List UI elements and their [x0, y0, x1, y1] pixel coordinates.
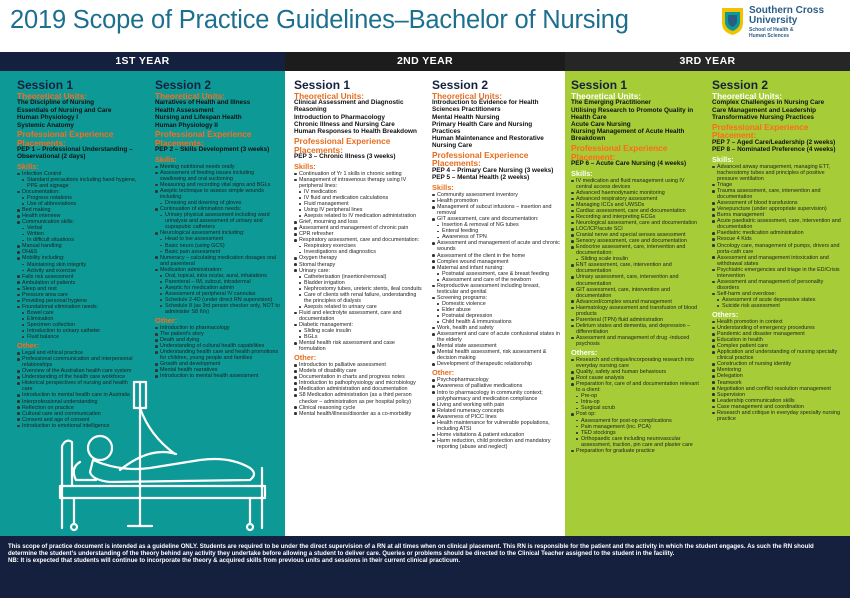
list-item: GIT assessment, care, intervention and documentation [571, 287, 702, 299]
bullet-list [432, 192, 561, 367]
list-item: Health promotion in context [712, 319, 846, 325]
unit-name: Systemic Anatomy [17, 121, 74, 129]
sub-list-item: Oral, topical, intra ocular, aural, inhalations [155, 273, 281, 279]
list-item: Mentoring [712, 367, 846, 373]
list-item: Triage [712, 182, 846, 188]
list-item: Negotiation and conflict resolution management [712, 386, 846, 392]
units-list [155, 100, 281, 129]
units-heading: Theoretical Units: [432, 91, 503, 101]
list-item: Introduction to emotional intelligence [17, 423, 139, 429]
bullet-list [155, 164, 281, 315]
sub-list-item: Elimination [17, 316, 139, 322]
list-item: Urinary care: [294, 268, 422, 274]
list-item: Self-harm and overdose: [712, 291, 846, 297]
sub-list-item: Maintaining skin integrity [17, 262, 139, 268]
sub-list-item: Awareness of TPN [432, 234, 561, 240]
sub-list-item: Schedule 8 (as 3rd person checker only, NOT to administer S8 IVs) [155, 303, 281, 315]
list-item: Neurological assessment, care and documentation [571, 220, 702, 226]
list-item: Mental state assessment [432, 343, 561, 349]
placement-name: PEP 3 – Chronic Illness (3 weeks) [294, 152, 396, 160]
bullet-list [294, 362, 422, 416]
list-item: CPR refresher [294, 231, 422, 237]
units-heading: Theoretical Units: [17, 91, 88, 101]
bullet-list [571, 178, 702, 347]
sub-list-item: Sliding scale insulin [571, 256, 702, 262]
list-item: Awareness of palliative medications [432, 383, 561, 389]
sub-list-item: Assessment and care of the newborn [432, 277, 561, 283]
unit-name: Introduction to Evidence for Health Sciences Practitioners [432, 99, 539, 114]
sub-list-item: Standard precautions including hand hygiene, PPE and signage [17, 177, 139, 189]
units-list [571, 100, 702, 143]
list-item: OH&S [17, 249, 139, 255]
list-item: Construction of nursing identity [712, 361, 846, 367]
unit-name: Narratives of Health and Illness [155, 99, 251, 107]
list-item: Communication skills: [17, 219, 139, 225]
sub-list-item: Activity and exercise [17, 268, 139, 274]
bullet-list [432, 377, 561, 450]
sub-list-item: Bowel care [17, 310, 139, 316]
list-item: IV medication and fluid management using IV central access devices [571, 178, 702, 190]
list-item: Parenteral (TPN) fluid administration [571, 317, 702, 323]
section-heading: Skills: [17, 161, 39, 171]
sub-list-item: Written [17, 231, 139, 237]
list-item: Psychiatric emergencies and triage in the ED/Crisis intervention [712, 267, 846, 279]
list-item: Advanced haemodynamic monitoring [571, 190, 702, 196]
unit-name: The Emerging Practitioner [571, 99, 651, 107]
sub-list-item: Pre-op [571, 393, 702, 399]
list-item: Ambulation of patients [17, 280, 139, 286]
list-item: Delegation [712, 373, 846, 379]
sub-list-item: Asepsis related to IV medication administration [294, 213, 422, 219]
list-item: Psychopharmacology [432, 377, 561, 383]
sub-list-item: Surgical scrub [571, 405, 702, 411]
session-heading: Session 1 [571, 78, 628, 92]
hospital-bed-patient-illustration [0, 376, 285, 536]
list-item: Assessment and management of acute and chronic wounds [432, 240, 561, 252]
section-heading: Skills: [432, 183, 454, 193]
list-item: Models of disability care [294, 368, 422, 374]
list-item: Supervision [712, 392, 846, 398]
sub-list-item: Sliding scale insulin [294, 328, 422, 334]
list-item: Intro to pharmacology in community context; polypharmacy and medication compliance [432, 390, 561, 402]
list-item: Historical perspectives of nursing and health care [17, 380, 139, 392]
list-item: Pressure area care [17, 292, 139, 298]
list-item: Research and critique/incorporating research into everyday nursing care [571, 357, 702, 369]
sub-list-item: Respiratory exercises [294, 243, 422, 249]
year3-session2-column [706, 71, 850, 536]
list-item: Understanding health care and health promotions for children, young people and families [155, 349, 281, 361]
list-item: Continuation of elimination needs: [155, 206, 281, 212]
bullet-list [712, 319, 846, 422]
sub-list-item: Postnatal depression [432, 313, 561, 319]
sub-list-item: IV fluid and medication calculations [294, 195, 422, 201]
units-list [17, 100, 139, 129]
placements-heading: Professional Experience Placements: [17, 129, 114, 148]
list-item: Management of intravenous therapy using IV peripheral lines: [294, 177, 422, 189]
list-item: Home visitations & patient education [432, 432, 561, 438]
list-item: Acute paediatric assessment, care, intervention and documentation [712, 218, 846, 230]
placements-heading: Professional Experience Placements: [155, 129, 252, 148]
placements-list [155, 147, 281, 154]
list-item: Awareness of PICC lines [432, 414, 561, 420]
list-item: Screening programs: [432, 295, 561, 301]
list-item: Grief, mourning and loss [294, 219, 422, 225]
units-list [432, 100, 561, 150]
session-heading: Session 1 [17, 78, 74, 92]
list-item: Advanced/complex wound management [571, 299, 702, 305]
list-item: Neurological assessment including: [155, 230, 281, 236]
sub-list-item: Enteral feeding [432, 228, 561, 234]
sub-list-item: Child health & immunisations [432, 319, 561, 325]
placement-name: PEP 6 – Acute Care Nursing (4 weeks) [571, 159, 687, 167]
list-item: Complex wound management [432, 259, 561, 265]
section-heading: Others: [712, 310, 739, 320]
list-item: Consent and age of consent [17, 417, 139, 423]
unit-name: Utilising Research to Promote Quality in Health Care [571, 106, 694, 121]
section-heading: Others: [571, 348, 598, 358]
unit-name: The Discipline of Nursing [17, 99, 95, 107]
list-item: Urinary assessment, care, intervention and documentation [571, 274, 702, 286]
section-heading: Other: [17, 341, 40, 351]
list-item: Harm reduction, child protection and mandatory reporting (abuse and neglect) [432, 438, 561, 450]
sub-list-item: Postnatal assessment, care & breast feeding [432, 271, 561, 277]
list-item: Oxygen therapy [294, 255, 422, 261]
list-item: Cultural care and communication [17, 411, 139, 417]
disclaimer-footer: This scope of practice document is intended as a guideline ONLY. Students are required to be under the direct supervision of a RN at all times when on clinical placement. This RN is responsible for the patient and the activity in which the student engages. As such the RN should determine the student’s understanding of the theory behind any activity they undertake before allowing a student to deliver care. Queries or problems should be directed to the Clinical Teacher assigned to the student in the facility. NB: It is expected that students will continue to incorporate the theory & acquired skills from previous units and sessions in their current clinical practicum. [0, 536, 850, 598]
list-item: Research and critique in everyday specialty nursing practice [712, 410, 846, 422]
list-item: Advanced respiratory assessment [571, 196, 702, 202]
unit-name: Health Assessment [155, 106, 214, 114]
unit-name: Human Physiology I [17, 114, 79, 122]
placements-list [571, 161, 702, 168]
list-item: Introduction to mental health care in Australia [17, 392, 139, 398]
list-item: Living and working with pain [432, 402, 561, 408]
sub-list-item: Verbal [17, 225, 139, 231]
unit-name: Human Physiology II [155, 121, 218, 129]
list-item: Stomal therapy [294, 262, 422, 268]
list-item: Venepuncture (under appropriate supervision) [712, 206, 846, 212]
list-item: Assessment and care of acute confusional states in the elderly [432, 331, 561, 343]
year2-session1-column [285, 71, 426, 536]
sub-list-item: Assessment for post-op complications [571, 418, 702, 424]
unit-name: Nursing and Lifespan Health [155, 114, 242, 122]
list-item: Endocrine assessment, care, intervention and documentation: [571, 244, 702, 256]
list-item: GIT assessment, care and documentation: [432, 216, 561, 222]
placements-list [17, 147, 139, 161]
sub-list-item: BGLs [294, 334, 422, 340]
list-item: Legal and ethical practice [17, 350, 139, 356]
list-item: Oncology care, management of pumps, drivers and porta-cath care [712, 243, 846, 255]
list-item: Delirium states and dementia, and depression – differentiation [571, 323, 702, 335]
list-item: Growth and development [155, 361, 281, 367]
sub-list-item: Dressing and downing of gloves [155, 200, 281, 206]
list-item: Paediatric medication administration [712, 230, 846, 236]
placements-list [712, 140, 846, 154]
list-item: Falls risk assessment [17, 274, 139, 280]
bullet-list [571, 357, 702, 454]
list-item: Clinical reasoning cycle [294, 405, 422, 411]
list-item: Documentation in charts and progress notes [294, 374, 422, 380]
unit-name: Essentials of Nursing and Care [17, 106, 112, 114]
list-item: Understanding of cultural health capabilities [155, 343, 281, 349]
list-item: Haematology assessment and transfusion of blood products [571, 305, 702, 317]
sub-list-item: In difficult situations [17, 237, 139, 243]
list-item: Infection Control [17, 171, 139, 177]
session-heading: Session 1 [294, 78, 351, 92]
list-item: Death and dying [155, 337, 281, 343]
list-item: Management of subcut infusions – insertion and removal [432, 204, 561, 216]
placement-name: PEP 1 – Professional Understanding – Observational (2 days) [17, 146, 133, 160]
list-item: Mental health narratives [155, 367, 281, 373]
list-item: Foundational elimination needs: [17, 304, 139, 310]
school-name: School of Health & Human Sciences [749, 27, 794, 39]
list-item: Preparation for, care of and documentation relevant to a client: [571, 381, 702, 393]
session-heading: Session 2 [712, 78, 769, 92]
section-heading: Skills: [571, 168, 593, 178]
sub-list-item: Investigations and diagnostics [294, 249, 422, 255]
list-item: Burns management [712, 212, 846, 218]
session-heading: Session 2 [432, 78, 489, 92]
list-item: Managing ICCs and UWSDs [571, 202, 702, 208]
sub-list-item: Progress notations [17, 195, 139, 201]
placements-heading: Professional Experience Placement: [571, 143, 668, 162]
sub-list-item: Pain management (inc. PCA) [571, 424, 702, 430]
section-heading: Other: [155, 316, 178, 326]
list-item: Root cause analysis [571, 375, 702, 381]
scu-logo-mark-icon [720, 6, 745, 36]
unit-name: Human Responses to Health Breakdown [294, 128, 417, 136]
placements-list [432, 168, 561, 182]
unit-name: Nursing Management of Acute Health Breakdown [571, 128, 685, 143]
list-item: Introduction to pathophysiology and microbiology [294, 380, 422, 386]
list-item: Measuring and recording vital signs and BGLs [155, 182, 281, 188]
list-item: Meeting nutritional needs orally [155, 164, 281, 170]
list-item: Providing personal hygiene [17, 298, 139, 304]
units-list [712, 100, 846, 122]
list-item: Interprofessional understanding [17, 399, 139, 405]
list-item: Teamwork [712, 380, 846, 386]
page-title: 2019 Scope of Practice Guidelines–Bachelor of Nursing [10, 6, 629, 34]
section-heading: Skills: [712, 154, 734, 164]
list-item: The patient's story [155, 331, 281, 337]
section-heading: Skills: [155, 154, 177, 164]
sub-list-item: Introduction to urinary catheter [17, 328, 139, 334]
list-item: Documentation: [17, 189, 139, 195]
list-item: Application and understanding of nursing specialty clinical practice [712, 349, 846, 361]
placements-heading: Professional Experience Placements: [432, 150, 529, 169]
list-item: Work, health and safety [432, 325, 561, 331]
list-item: Introduction to pharmacology [155, 325, 281, 331]
list-item: Health promotion [432, 198, 561, 204]
list-item: Cardiac assessment, care and documentation [571, 208, 702, 214]
unit-name: Clinical Assessment and Diagnostic Reasoning [294, 99, 404, 114]
year3-session1-column [565, 71, 706, 536]
list-item: Respiratory assessment, care and documentation: [294, 237, 422, 243]
list-item: Continuation of Yr 1 skills in chronic setting [294, 171, 422, 177]
sub-list-item: Fluid balance [17, 334, 139, 340]
list-item: Assessment of the client in the home [432, 253, 561, 259]
unit-name: Acute Care Nursing [571, 121, 631, 129]
placement-name: PEP 5 – Mental Health (2 weeks) [432, 174, 530, 182]
list-item: Assessment and management of personality disorders [712, 279, 846, 291]
list-item: Assessment of blood transfusions [712, 200, 846, 206]
list-item: Understanding of emergency procedures [712, 325, 846, 331]
list-item: Preparation for graduate practice [571, 448, 702, 454]
sub-list-item: Orthopaedic care including neurovascular assessment, traction, pin care and plaster care [571, 436, 702, 448]
list-item: Medication administration: [155, 267, 281, 273]
list-item: Quality, safety and human behaviours [571, 369, 702, 375]
placement-name: PEP 8 – Nominated Preference (4 weeks) [712, 146, 836, 154]
list-item: Manual handling [17, 243, 139, 249]
unit-name: Care Management and Leadership [712, 106, 817, 114]
year2-session2-column [426, 71, 565, 536]
list-item: Assessment and management of chronic pain [294, 225, 422, 231]
section-heading: Skills: [294, 161, 316, 171]
university-name: Southern Cross University [749, 5, 825, 26]
list-item: Fluid and electrolyte assessment, care and documentation [294, 310, 422, 322]
sub-list-item: TED stockings [571, 430, 702, 436]
list-item: Medication administration and documentation [294, 386, 422, 392]
list-item: Sensory assessment, care and documentation [571, 238, 702, 244]
bullet-list [155, 325, 281, 379]
sub-list-item: Aseptic for medication admin [155, 285, 281, 291]
list-item: S8 Medication administration (as a third person checker – administration as per hospital policy) [294, 392, 422, 404]
sub-list-item: Insertion & removal of NG tubes [432, 222, 561, 228]
list-item: Health interview [17, 213, 139, 219]
sub-list-item: Suicide risk assessment [712, 303, 846, 309]
list-item: Overview of the Australian health care system [17, 368, 139, 374]
list-item: Assessment and management intoxication and withdrawal states [712, 255, 846, 267]
section-heading: Other: [432, 368, 455, 378]
list-item: Leadership communication skills [712, 398, 846, 404]
list-item: Bed making [17, 207, 139, 213]
sub-list-item: IV medication [294, 189, 422, 195]
list-item: Related numeracy concepts [432, 408, 561, 414]
unit-name: Human Maintenance and Restorative Nursing Care [432, 135, 544, 150]
sub-list-item: Assessment of acute depressive states [712, 297, 846, 303]
unit-name: Mental Health Nursing [432, 113, 500, 121]
year-1-banner: 1ST YEAR [0, 52, 285, 71]
placement-name: PEP 7 – Aged Care/Leadership (2 weeks) [712, 138, 836, 146]
units-list [294, 100, 422, 136]
list-item: Community assessment inventory [432, 192, 561, 198]
list-item: Numeracy – calculating medication dosages oral and parenteral [155, 255, 281, 267]
placements-list [294, 154, 422, 161]
list-item: Advanced airway management, managing ETT, tracheostomy tubes and principles of positive pressure ventilation [712, 164, 846, 182]
sub-list-item: Using IV peripheral lines [294, 207, 422, 213]
unit-name: Chronic Illness and Nursing Care [294, 121, 395, 129]
list-item: Mental health risk assessment and case formulation [294, 340, 422, 352]
sub-list-item: Schedule 2-4D (under direct RN supervision) [155, 297, 281, 303]
list-item: Introduction to palliative assessment [294, 362, 422, 368]
list-item: Understanding of the health care workforce [17, 374, 139, 380]
list-item: Mental health assessment, risk assessment & decision making [432, 349, 561, 361]
sub-list-item: Basic neuro (using GCS) [155, 243, 281, 249]
placement-name: PEP 4 – Primary Care Nursing (3 weeks) [432, 166, 554, 174]
list-item: ENT assessment, care, intervention and documentation [571, 262, 702, 274]
list-item: Recording and interpreting ECGs [571, 214, 702, 220]
sub-list-item: Intra-op [571, 399, 702, 405]
list-item: Introduction to mental health assessment [155, 373, 281, 379]
list-item: Reflection on practice [17, 405, 139, 411]
list-item: LOC/ICP/acute SCI [571, 226, 702, 232]
sub-list-item: Bladder irrigation [294, 280, 422, 286]
sub-list-item: Specimen collection [17, 322, 139, 328]
list-item: Pandemic and disaster management [712, 331, 846, 337]
unit-name: Transformative Nursing Practices [712, 114, 814, 122]
university-logo [720, 5, 848, 49]
placements-heading: Professional Experience Placement: [712, 122, 809, 141]
section-heading: Other: [294, 353, 317, 363]
unit-name: Introduction to Pharmacology [294, 113, 385, 121]
session-heading: Session 2 [155, 78, 212, 92]
units-heading: Theoretical Units: [571, 91, 642, 101]
list-item: Cranial nerve and special senses assessment [571, 232, 702, 238]
placement-name: PEP 2 – Skills Development (3 weeks) [155, 146, 270, 154]
list-item: Case management and coordination [712, 404, 846, 410]
sub-list-item: Nephrostomy tubes, ureteric stents, ileal conduits [294, 286, 422, 292]
sub-list-item: Elder abuse [432, 307, 561, 313]
list-item: Reproductive assessment including breast, testicular and genital [432, 283, 561, 295]
list-item: Complex patient care [712, 343, 846, 349]
unit-name: Primary Health Care and Nursing Practices [432, 121, 533, 135]
list-item: Maternal and infant nursing: [432, 265, 561, 271]
units-heading: Theoretical Units: [712, 91, 783, 101]
list-item: Education in health [712, 337, 846, 343]
bullet-list [712, 164, 846, 309]
list-item: Trauma assessment, care, intervention and documentation [712, 188, 846, 200]
year-3-banner: 3RD YEAR [565, 52, 850, 71]
list-item: Diabetic management: [294, 322, 422, 328]
units-heading: Theoretical Units: [294, 91, 365, 101]
sub-list-item: Use of abbreviations [17, 201, 139, 207]
sub-list-item: Assessment of peripheral IV cannulas [155, 291, 281, 297]
year-2-banner: 2ND YEAR [285, 52, 565, 71]
units-heading: Theoretical Units: [155, 91, 226, 101]
list-item: Rescue 4 Kids [712, 236, 846, 242]
sub-list-item: Basic pain assessment [155, 249, 281, 255]
list-item: Assessment of feeding issues including swallowing and oral suctioning [155, 170, 281, 182]
list-item: Mental health/illness/disorder as a co-morbidity [294, 411, 422, 417]
list-item: Aseptic technique to assess simple wounds including: [155, 188, 281, 200]
sub-list-item: Fluid management [294, 201, 422, 207]
list-item: Development of therapeutic relationship [432, 361, 561, 367]
list-item: Sleep and rest [17, 286, 139, 292]
bullet-list [17, 171, 139, 340]
list-item: Mobility including: [17, 255, 139, 261]
unit-name: Complex Challenges in Nursing Care [712, 99, 825, 107]
sub-list-item: Catheterisation (insertion/removal) [294, 274, 422, 280]
bullet-list [294, 171, 422, 352]
sub-list-item: Domestic violence [432, 301, 561, 307]
list-item: Post op: [571, 411, 702, 417]
sub-list-item: Urinary physical assessment including ward urinalysis and assessment of urinary and suprapubic catheters [155, 212, 281, 230]
sub-list-item: Head to toe assessment [155, 236, 281, 242]
sub-list-item: Care of clients with renal failure, understanding the principles of dialysis [294, 292, 422, 304]
sub-list-item: Parenteral – IM, subcut, intradermal [155, 279, 281, 285]
sub-list-item: Asepsis related to urinary care [294, 304, 422, 310]
list-item: Health maintenance for vulnerable populations, including ATSI [432, 420, 561, 432]
list-item: Professional communication and interpersonal relationships [17, 356, 139, 368]
placements-heading: Professional Experience Placements: [294, 136, 391, 155]
list-item: Assessment and management of drug -induced psychosis [571, 335, 702, 347]
